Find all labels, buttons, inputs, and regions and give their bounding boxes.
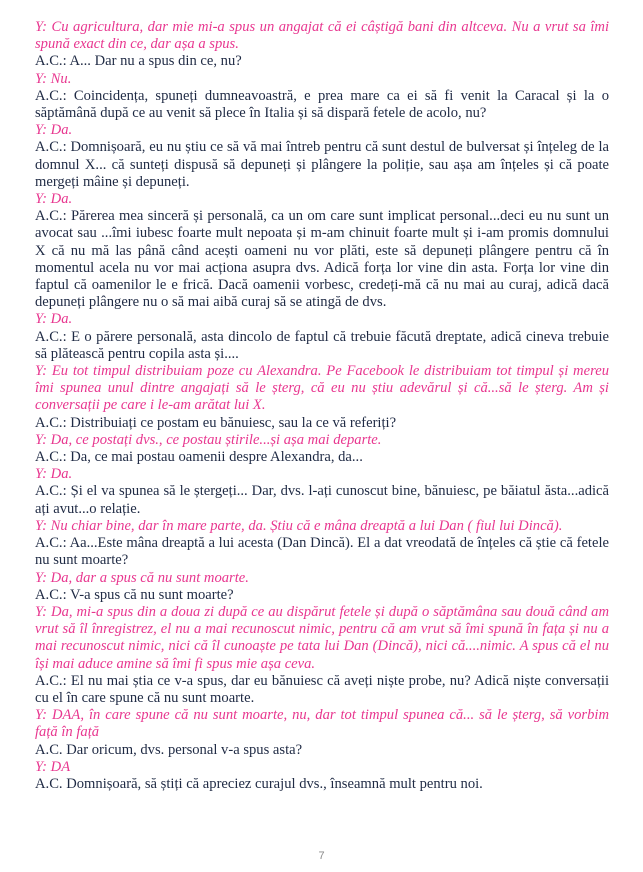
- interviewer-line: A.C.: V-a spus că nu sunt moarte?: [35, 586, 234, 603]
- interviewer-line: A.C.: El nu mai știa ce v-a spus, dar eu bănuiesc că aveți niște probe, nu? Adică niște conversații cu el în care spune că nu sunt moarte.: [35, 672, 609, 706]
- transcript-page: [35, 19, 609, 793]
- respondent-line: Y: Cu agricultura, dar mie mi-a spus un angajat că ei câștigă bani din altceva. Nu a vrut sa îmi spună exact din ce, dar așa a spus.: [35, 19, 609, 53]
- page-number: 7: [318, 850, 325, 862]
- respondent-line: Y: Nu chiar bine, dar în mare parte, da. Știu că e mâna dreaptă a lui Dan ( fiul lui Dincă).: [35, 517, 563, 534]
- interviewer-line: A.C. Domnișoară, să știți că apreciez curajul dvs., înseamnă mult pentru noi.: [35, 775, 483, 792]
- interviewer-line: A.C.: Da, ce mai postau oamenii despre Alexandra, da...: [35, 449, 363, 466]
- respondent-line: Y: Da.: [35, 191, 73, 208]
- respondent-line: Y: DA: [35, 758, 71, 775]
- respondent-line: Y: Nu.: [35, 70, 72, 87]
- interviewer-line: A.C.: Domnișoară, eu nu știu ce să vă mai întreb pentru că sunt destul de bulversat și înțeleg de la domnul X... că sunteți dispusă să depuneți și plângere la poliție, sau așa am înțeles și că poate mergeți mâine și depuneți.: [35, 139, 609, 190]
- interviewer-line: A.C.: Părerea mea sinceră și personală, ca un om care sunt implicat personal...deci eu nu sunt un avocat sau ...îmi iubesc foarte mult nepoata și m-am chinuit foarte mult și i-am promis domnului X că nu mă las până când acești oameni nu vor plăti, este să depuneți plângere pentru că în momentul acela nu vor mai acționa asupra dvs. Adică forța lor vine din asta. Forța lor vine din faptul că oamenilor le e frică. Dacă oamenii vorbesc, credeți-mă că nu mai au curaj, adică dacă depuneți plângere nu o să mai aibă curaj să se atingă de dvs.: [35, 208, 609, 311]
- respondent-line: Y: Da.: [35, 466, 73, 483]
- respondent-line: Y: Da.: [35, 311, 73, 328]
- respondent-line: Y: Eu tot timpul distribuiam poze cu Alexandra. Pe Facebook le distribuiam tot timpul și mereu îmi spunea unul dintre angajați să le șterg, că eu nu știu adevărul și că...să le șterg. Am și conversații pe care i le-am arătat lui X.: [35, 363, 609, 414]
- interviewer-line: A.C.: Și el va spunea să le ștergeți... Dar, dvs. l-ați cunoscut bine, bănuiesc, pe băiatul ăsta...adică ați avut...o relație.: [35, 483, 609, 517]
- respondent-line: Y: DAA, în care spune că nu sunt moarte, nu, dar tot timpul spunea că... să le șterg, să vorbim față în față: [35, 707, 609, 741]
- interviewer-line: A.C.: A... Dar nu a spus din ce, nu?: [35, 53, 242, 70]
- interviewer-line: A.C.: Coincidența, spuneți dumneavoastră, e prea mare ca ei să fi venit la Caracal și la o săptămână după ce au venit să plece în Italia și să dispară fetele de acolo, nu?: [35, 87, 609, 122]
- respondent-line: Y: Da, mi-a spus din a doua zi după ce au dispărut fetele și după o săptămâna sau două când am vrut să îl înregistrez, el nu a mai recunoscut nimic, pentru că am vrut să îmi spună în fața și nu a mai recunoscut nimic, nici că îl cunoaște pe tata lui Dan (Dincă), nici că....nimic. A spus că el nu își mai aduce amine să îmi fi spus mie așa ceva.: [35, 603, 609, 672]
- interviewer-line: A.C.: Aa...Este mâna dreaptă a lui acesta (Dan Dincă). El a dat vreodată de înțeles că știe că fetele nu sunt moarte?: [35, 535, 609, 569]
- respondent-line: Y: Da, dar a spus că nu sunt moarte.: [35, 569, 249, 586]
- interviewer-line: A.C.: E o părere personală, asta dincolo de faptul că trebuie făcută dreptate, adică cineva trebuie să plătească pentru copila asta și....: [35, 328, 609, 362]
- respondent-line: Y: Da.: [35, 122, 73, 139]
- interviewer-line: A.C.: Distribuiați ce postam eu bănuiesc, sau la ce vă referiți?: [35, 414, 397, 431]
- respondent-line: Y: Da, ce postați dvs., ce postau știrile...și așa mai departe.: [35, 431, 382, 448]
- interviewer-line: A.C. Dar oricum, dvs. personal v-a spus asta?: [35, 741, 303, 758]
